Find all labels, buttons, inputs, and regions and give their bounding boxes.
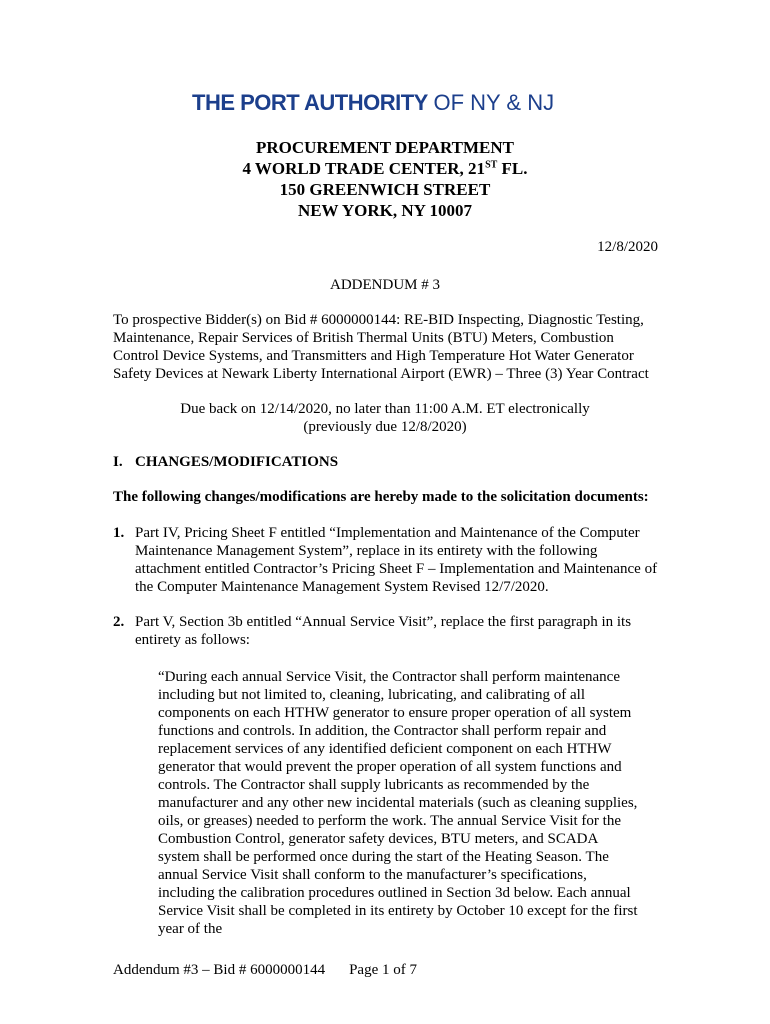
list-item-text: Part IV, Pricing Sheet F entitled “Implementation and Maintenance of the Computer Maintenance Management System”, replace in its entirety with the following attachment entitled Contractor’s Pricing Sheet F – Implementation and Maintenance of the Computer Maintenance Management System Revised 12/7/2020. — [135, 525, 658, 595]
list-item-number: 2. — [113, 614, 125, 630]
section-heading — [113, 454, 338, 471]
letterhead — [0, 137, 770, 221]
logo-bold-text: THE PORT AUTHORITY — [192, 90, 428, 115]
list-item-text: Part V, Section 3b entitled “Annual Service Visit”, replace the first paragraph in its entirety as follows: — [135, 614, 632, 648]
document-date: 12/8/2020 — [597, 239, 658, 255]
due-date-line: Due back on 12/14/2020, no later than 11:00 A.M. ET electronically — [180, 401, 590, 417]
letterhead-address-line — [0, 158, 770, 179]
section-number: I. — [113, 454, 123, 470]
due-date-block — [0, 400, 770, 436]
letterhead-floor: FL. — [497, 159, 528, 178]
footer-document-id: Addendum #3 – Bid # 6000000144 — [113, 962, 326, 978]
previous-due-line: (previously due 12/8/2020) — [303, 419, 467, 435]
list-item-number: 1. — [113, 525, 125, 541]
page-footer — [113, 962, 417, 979]
intro-paragraph: To prospective Bidder(s) on Bid # 6000000144: RE-BID Inspecting, Diagnostic Testing, Maintenance, Repair Services of British Thermal Units (BTU) Meters, Combustion Control Device Systems, and Transmitters and High Temperature Hot Water Generator Safety Devices at Newark Liberty International Airport (EWR) – Three (3) Year Contract — [113, 312, 649, 382]
footer-page-number: Page 1 of 7 — [349, 962, 417, 978]
section-title: CHANGES/MODIFICATIONS — [135, 454, 339, 470]
addendum-title: ADDENDUM # 3 — [330, 277, 440, 293]
letterhead-floor-suffix: ST — [485, 159, 498, 171]
quoted-paragraph: “During each annual Service Visit, the Contractor shall perform maintenance including but not limited to, cleaning, lubricating, and calibrating of all components on each HTHW generator to ensure proper operation of all system functions and controls. In addition, the Contractor shall perform repair and replacement services of any identified deficient component on each HTHW generator that would prevent the proper operation of all system functions and controls. The Contractor shall supply lubricants as recommended by the manufacturer and any other new incidental materials (such as cleaning supplies, oils, or greases) needed to perform the work. The annual Service Visit for the Combustion Control, generator safety devices, BTU meters, and SCADA system shall be performed once during the start of the Heating Season. The annual Service Visit shall conform to the manufacturer’s specifications, including the calibration procedures outlined in Section 3d below. Each annual Service Visit shall be completed in its entirety by October 10 except for the first year of the — [158, 669, 638, 937]
list-item — [113, 524, 661, 596]
port-authority-logo — [192, 90, 554, 116]
section-lead: The following changes/modifications are hereby made to the solicitation documents: — [113, 489, 649, 505]
letterhead-street: 150 GREENWICH STREET — [279, 180, 491, 199]
logo-thin-text: OF NY & NJ — [433, 90, 555, 115]
letterhead-building: 4 WORLD TRADE CENTER, 21 — [242, 159, 486, 178]
list-item — [113, 613, 661, 649]
letterhead-city: NEW YORK, NY 10007 — [297, 201, 473, 220]
letterhead-department: PROCUREMENT DEPARTMENT — [255, 138, 515, 157]
